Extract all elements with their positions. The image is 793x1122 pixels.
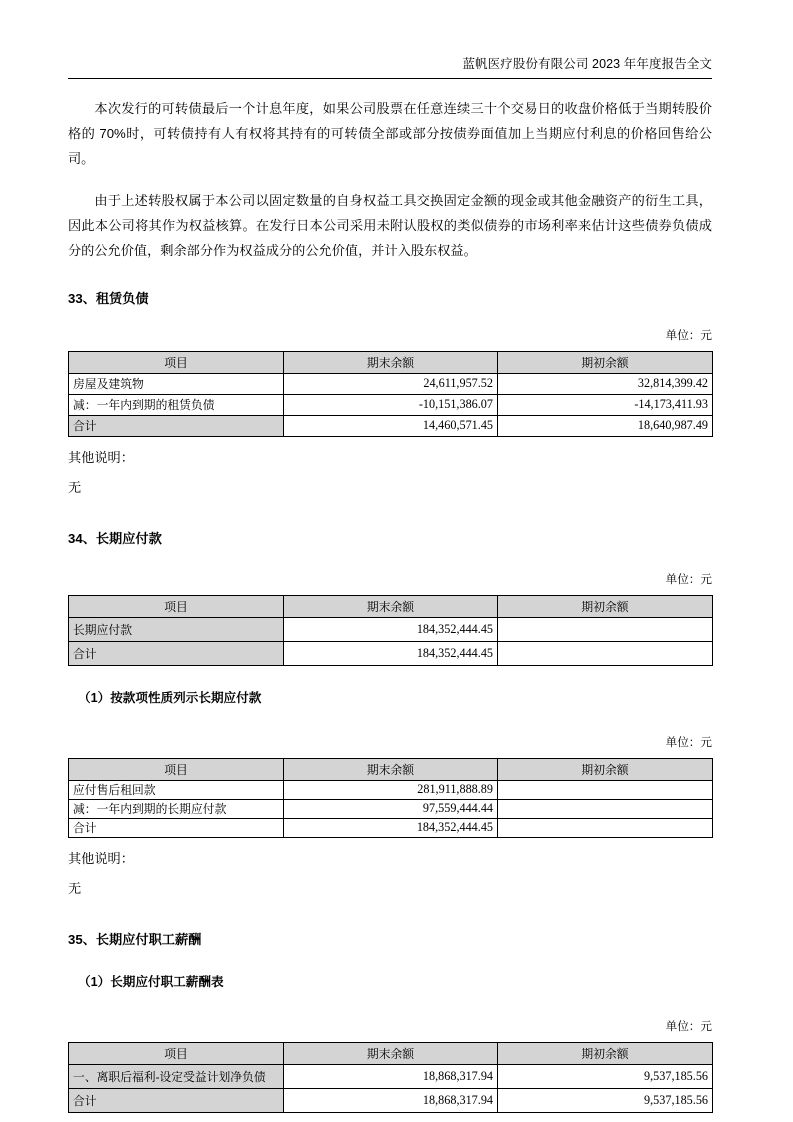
cell-beginning-balance xyxy=(498,799,713,818)
paragraph-convertible-bond-putback: 本次发行的可转债最后一个计息年度，如果公司股票在任意连续三十个交易日的收盘价格低于当期转股价格的 70%时，可转债持有人有权将其持有的可转债全部或部分按债券面值加上当期应付利息的价格回售给公司。 xyxy=(68,100,712,166)
cell-item: 减：一年内到期的租赁负债 xyxy=(69,394,284,415)
header-divider-rule xyxy=(68,78,712,79)
cell-ending-balance: 281,911,888.89 xyxy=(284,780,498,799)
subsection-heading-34-1: （1）按款项性质列示长期应付款 xyxy=(78,690,262,705)
cell-item-total: 合计 xyxy=(69,1088,284,1112)
table-row xyxy=(69,780,713,799)
table-header-row xyxy=(69,595,713,617)
table-header-row xyxy=(69,351,713,373)
cell-ending-balance-total: 14,460,571.45 xyxy=(284,415,498,436)
cell-item: 一、离职后福利-设定受益计划净负债 xyxy=(69,1064,284,1088)
spacer xyxy=(68,499,712,529)
cell-ending-balance: 184,352,444.45 xyxy=(284,617,498,641)
table-row-total xyxy=(69,818,713,837)
unit-label-payables-by-nature: 单位：元 xyxy=(665,735,712,749)
table-row-total xyxy=(69,415,713,436)
column-header-beginning-balance: 期初余额 xyxy=(498,758,713,780)
column-header-item: 项目 xyxy=(69,595,284,617)
subsection-heading-35-1: （1）长期应付职工薪酬表 xyxy=(78,974,224,989)
table-row xyxy=(69,394,713,415)
cell-ending-balance: 18,868,317.94 xyxy=(284,1064,498,1088)
column-header-ending-balance: 期末余额 xyxy=(284,1042,498,1064)
page-content xyxy=(68,0,712,1113)
cell-beginning-balance-total xyxy=(498,818,713,837)
cell-beginning-balance: 32,814,399.42 xyxy=(498,373,713,394)
cell-beginning-balance: 9,537,185.56 xyxy=(498,1064,713,1088)
cell-beginning-balance xyxy=(498,780,713,799)
column-header-ending-balance: 期末余额 xyxy=(284,351,498,373)
column-header-beginning-balance: 期初余额 xyxy=(498,1042,713,1064)
table-row-total xyxy=(69,1088,713,1112)
spacer xyxy=(68,666,712,688)
unit-label-long-term-payables: 单位：元 xyxy=(665,572,712,586)
other-note-label-33: 其他说明： xyxy=(68,449,134,465)
spacer xyxy=(68,708,712,734)
cell-ending-balance-total: 18,868,317.94 xyxy=(284,1088,498,1112)
spacer xyxy=(68,838,712,848)
cell-ending-balance: 97,559,444.44 xyxy=(284,799,498,818)
column-header-item: 项目 xyxy=(69,351,284,373)
spacer xyxy=(68,950,712,972)
cell-ending-balance: 24,611,957.52 xyxy=(284,373,498,394)
column-header-ending-balance: 期末余额 xyxy=(284,758,498,780)
table-row xyxy=(69,617,713,641)
cell-item: 房屋及建筑物 xyxy=(69,373,284,394)
cell-beginning-balance-total xyxy=(498,641,713,665)
table-row xyxy=(69,799,713,818)
table-long-term-employee-benefits xyxy=(68,1042,713,1113)
spacer xyxy=(68,549,712,571)
paragraph-conversion-right-equity: 由于上述转股权属于本公司以固定数量的自身权益工具交换固定金额的现金或其他金融资产的衍生工具，因此本公司将其作为权益核算。在发行日本公司采用未附认股权的类似债券的市场利率来估计这些债券负债成分的公允价值，剩余部分作为权益成分的公允价值，并计入股东权益。 xyxy=(68,192,712,258)
cell-item: 长期应付款 xyxy=(69,617,284,641)
section-heading-35: 35、长期应付职工薪酬 xyxy=(68,931,202,947)
running-header: 蓝帆医疗股份有限公司 2023 年年度报告全文 xyxy=(462,57,712,71)
cell-beginning-balance-total: 9,537,185.56 xyxy=(498,1088,713,1112)
spacer xyxy=(68,437,712,447)
spacer xyxy=(68,870,712,878)
column-header-ending-balance: 期末余额 xyxy=(284,595,498,617)
table-long-term-payables xyxy=(68,595,713,666)
column-header-item: 项目 xyxy=(69,758,284,780)
table-row xyxy=(69,373,713,394)
cell-ending-balance-total: 184,352,444.45 xyxy=(284,818,498,837)
other-note-label-34: 其他说明： xyxy=(68,850,134,866)
cell-item-total: 合计 xyxy=(69,415,284,436)
spacer xyxy=(68,992,712,1018)
cell-item: 减：一年内到期的长期应付款 xyxy=(69,799,284,818)
spacer xyxy=(68,469,712,477)
unit-label-lease: 单位：元 xyxy=(665,328,712,342)
table-long-term-payables-by-nature xyxy=(68,758,713,838)
table-header-row xyxy=(69,1042,713,1064)
column-header-beginning-balance: 期初余额 xyxy=(498,595,713,617)
cell-ending-balance: -10,151,386.07 xyxy=(284,394,498,415)
table-header-row xyxy=(69,758,713,780)
spacer xyxy=(68,309,712,327)
cell-ending-balance-total: 184,352,444.45 xyxy=(284,641,498,665)
unit-label-employee-benefits: 单位：元 xyxy=(665,1019,712,1033)
cell-beginning-balance-total: 18,640,987.49 xyxy=(498,415,713,436)
table-row xyxy=(69,1064,713,1088)
other-note-value-33: 无 xyxy=(68,479,82,495)
table-lease-liability xyxy=(68,351,713,437)
cell-item-total: 合计 xyxy=(69,641,284,665)
column-header-beginning-balance: 期初余额 xyxy=(498,351,713,373)
section-heading-34: 34、长期应付款 xyxy=(68,530,162,546)
table-row-total xyxy=(69,641,713,665)
other-note-value-34: 无 xyxy=(68,880,82,896)
cell-item: 应付售后租回款 xyxy=(69,780,284,799)
section-heading-33: 33、租赁负债 xyxy=(68,290,149,306)
cell-item-total: 合计 xyxy=(69,818,284,837)
spacer xyxy=(68,263,712,289)
column-header-item: 项目 xyxy=(69,1042,284,1064)
spacer xyxy=(68,900,712,930)
cell-beginning-balance: -14,173,411.93 xyxy=(498,394,713,415)
cell-beginning-balance xyxy=(498,617,713,641)
